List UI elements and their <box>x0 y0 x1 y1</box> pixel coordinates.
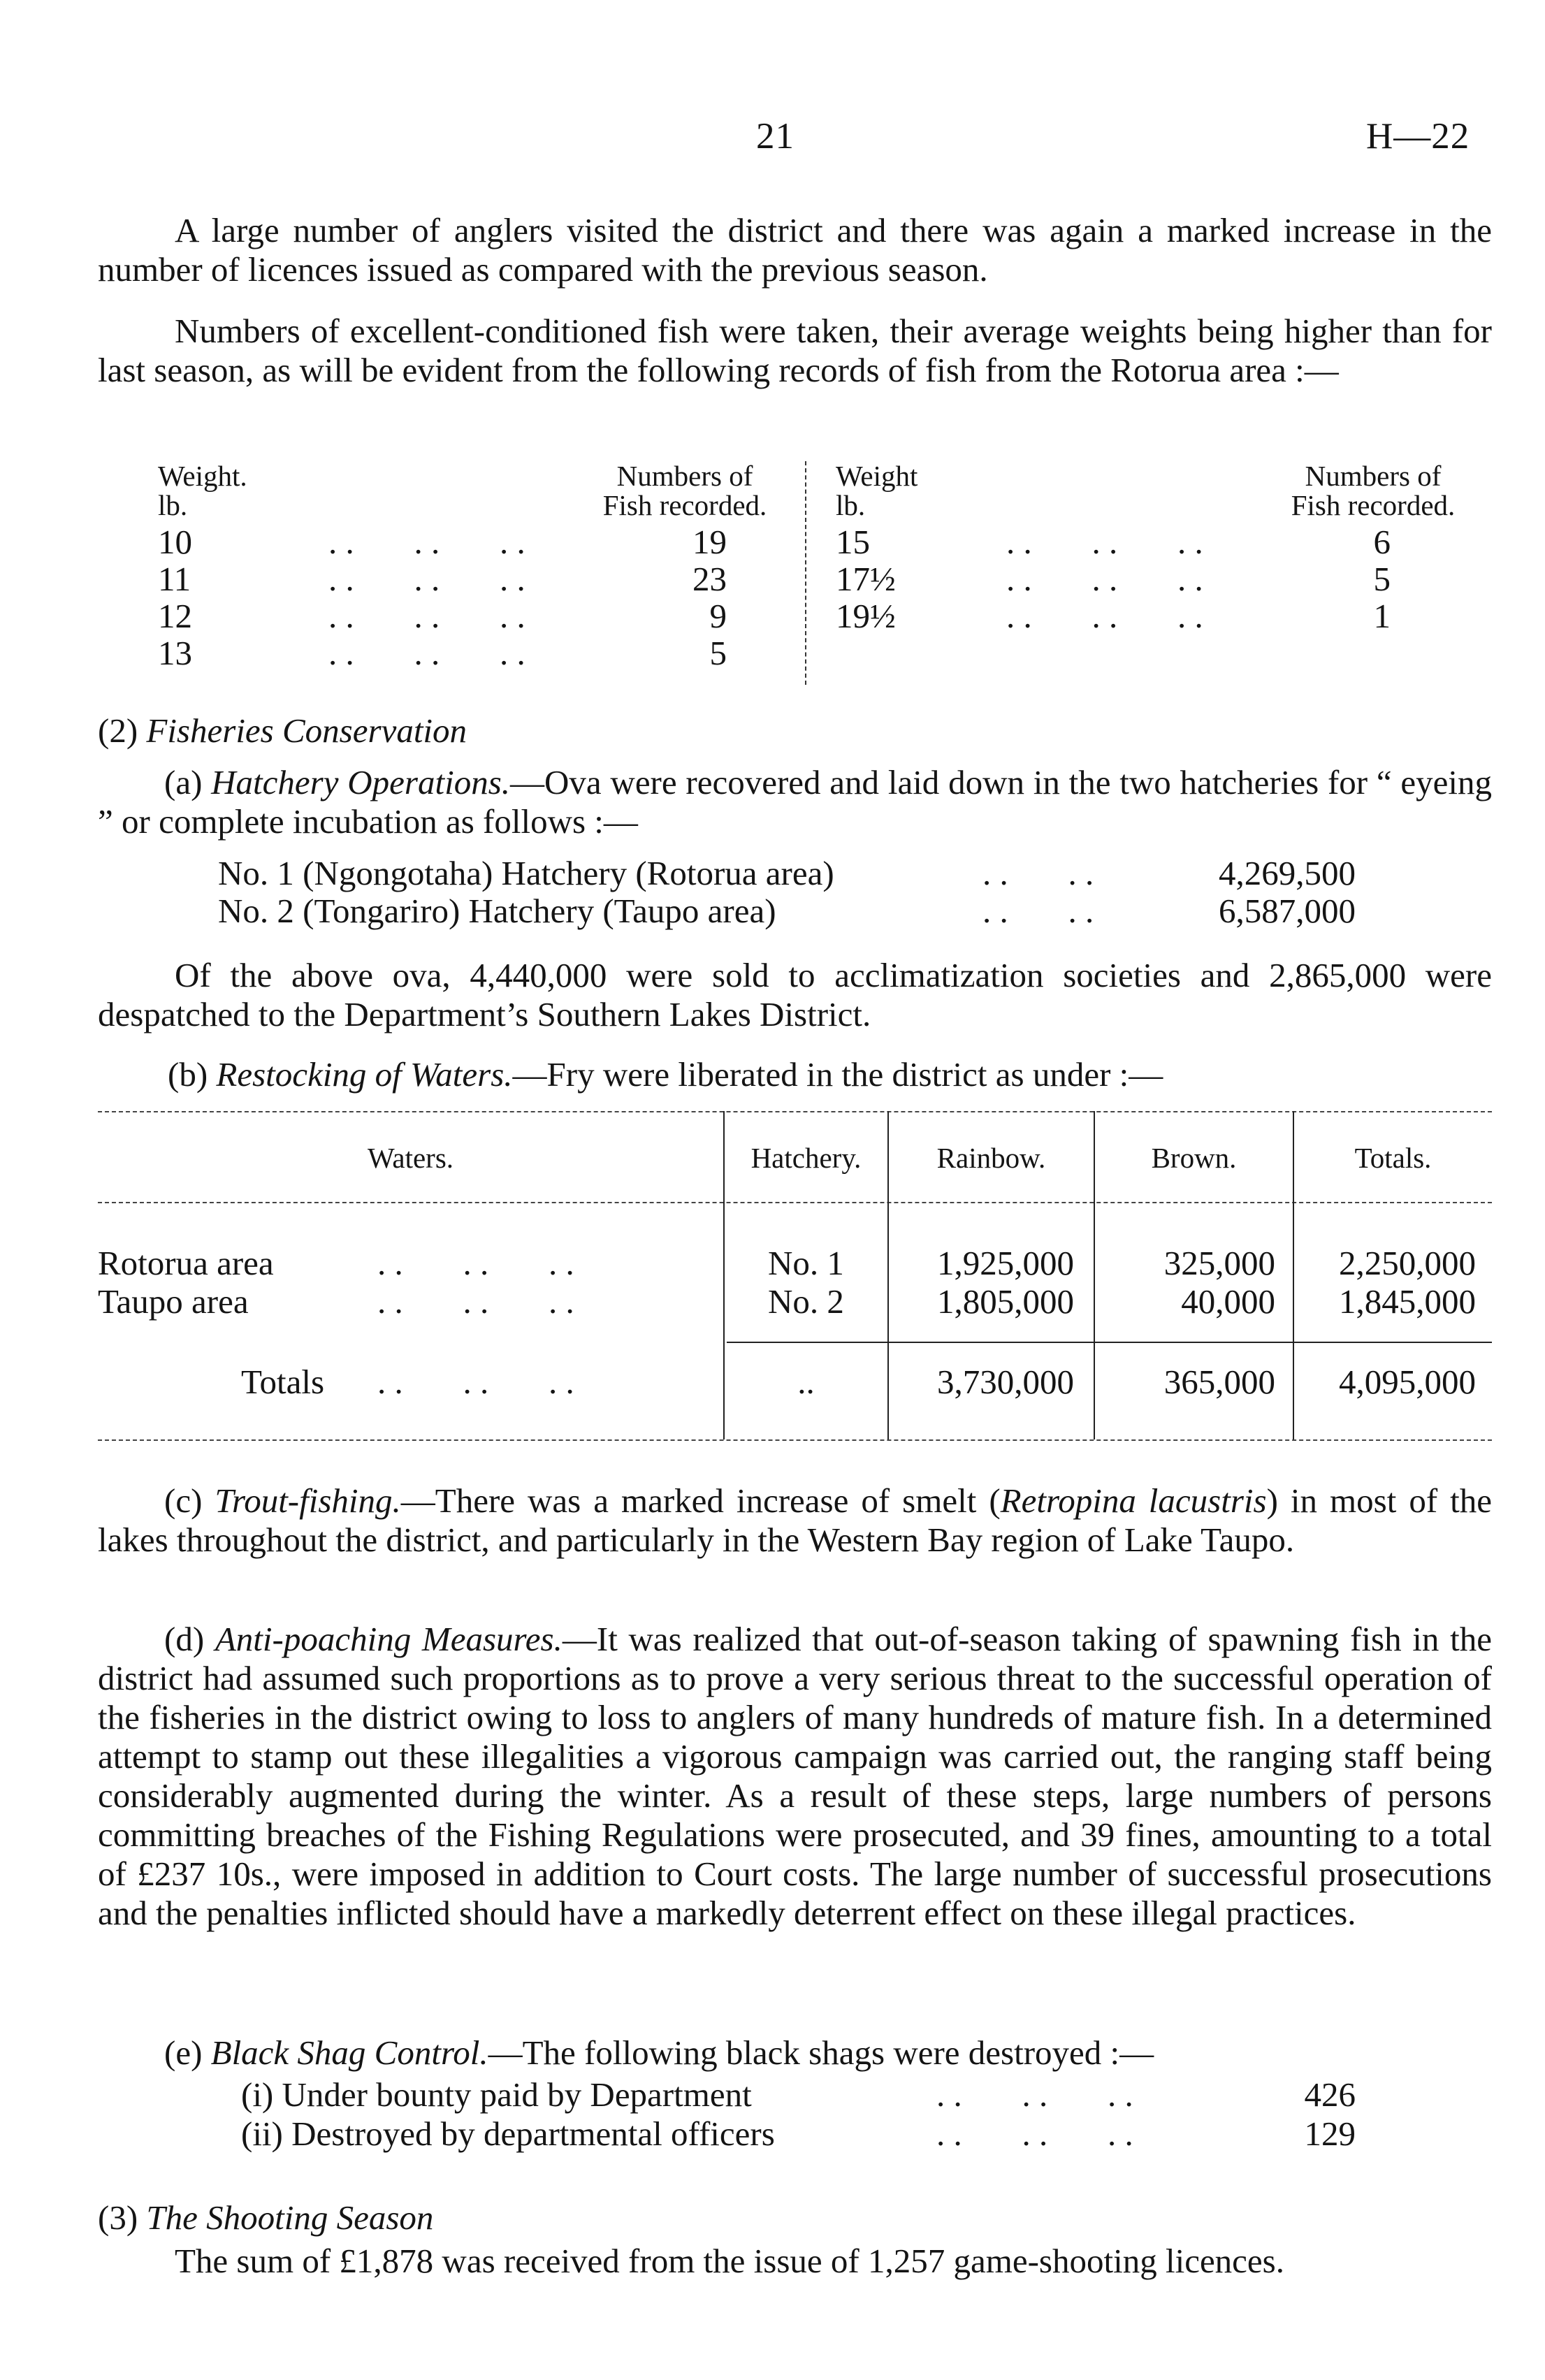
paragraph-anti-poaching: (d) Anti-poaching Measures.—It was realized that out-of-season taking of spawning fish in the district had assumed such proportions as to prove a very serious threat to the successful operation of the fisheries in the district owing to loss to anglers of many hundreds of mature fish. In a determined attempt to stamp out these illegalities a vigorous campaign was carried out, the ranging staff being considerably augmented during the winter. As a result of these steps, large numbers of persons committing breaches of the Fishing Regulations were prosecuted, and 39 fines, amounting to a total of £237 10s., were imposed in addition to Court costs. The large number of successful prosecutions and the penalties inflicted should have a markedly deterrent effect on these illegal practices. <box>98 1620 1492 1932</box>
table-row-brown: 325,000 <box>1163 1244 1275 1282</box>
leader-dots: . . . . . . <box>328 634 525 672</box>
leader-dots: . . . . . . <box>1006 523 1203 561</box>
leader-dots: . . . . . . <box>328 560 525 598</box>
table-bottom-rule <box>98 1439 1492 1441</box>
table-row-hatchery: No. 1 <box>768 1244 844 1282</box>
paragraph-hatchery-operations: (a) Hatchery Operations.—Ova were recovered and laid down in the two hatcheries for “ eyeing ” or complete incubation as follows :— <box>98 763 1492 841</box>
section-3-heading <box>98 2198 433 2237</box>
paragraph-ova: Of the above ova, 4,440,000 were sold to acclimatization societies and 2,865,000 were despatched to the Department’s Southern Lakes District. <box>98 956 1492 1033</box>
table-divider <box>805 461 806 685</box>
right-weight-unit: lb. <box>836 489 866 521</box>
hatchery-row-name: No. 1 (Ngongotaha) Hatchery (Rotorua area) <box>218 854 834 892</box>
totals-rainbow: 3,730,000 <box>937 1363 1074 1401</box>
right-row-count: 5 <box>1373 560 1391 598</box>
left-numbers-header: Numbers of <box>616 460 753 492</box>
item-label: (d) <box>164 1620 205 1658</box>
leader-dots: . . . . <box>982 854 1094 892</box>
leader-dots: . . . . . . <box>328 523 525 561</box>
species-name: Retropina lacustris <box>1000 1481 1267 1520</box>
section-title: The Shooting Season <box>146 2198 434 2237</box>
hatchery-row-value: 6,587,000 <box>1219 892 1356 930</box>
column-header-waters: Waters. <box>367 1142 454 1174</box>
left-row-weight: 11 <box>158 560 191 598</box>
item-title: Anti-poaching Measures. <box>215 1620 563 1658</box>
item-label: (b) <box>168 1055 208 1094</box>
totals-total: 4,095,000 <box>1339 1363 1476 1401</box>
left-numbers-subheader: Fish recorded. <box>602 489 767 521</box>
table-row-rainbow: 1,805,000 <box>937 1282 1074 1321</box>
table-row-rainbow: 1,925,000 <box>937 1244 1074 1282</box>
right-row-weight: 15 <box>836 523 870 561</box>
item-label: (c) <box>164 1481 203 1520</box>
leader-dots: . . . . . . <box>328 597 525 635</box>
hatchery-row-name: No. 2 (Tongariro) Hatchery (Taupo area) <box>218 892 776 930</box>
right-row-count: 6 <box>1373 523 1391 561</box>
left-row-count: 23 <box>692 560 727 598</box>
left-row-count: 19 <box>692 523 727 561</box>
table-header-rule <box>98 1202 1492 1203</box>
shag-row-name: (i) Under bounty paid by Department <box>241 2075 752 2114</box>
paragraph-fish-weights: Numbers of excellent-conditioned fish were taken, their average weights being higher than for last season, as will be evident from the following records of fish from the Rotorua area :— <box>98 312 1492 389</box>
totals-hatchery: .. <box>797 1363 815 1401</box>
column-header-hatchery: Hatchery. <box>750 1142 862 1174</box>
leader-dots: . . . . . . <box>936 2114 1133 2153</box>
section-number: (3) <box>98 2198 138 2237</box>
column-header-rainbow: Rainbow. <box>936 1142 1046 1174</box>
column-header-brown: Brown. <box>1151 1142 1237 1174</box>
shag-row-value: 426 <box>1304 2075 1356 2114</box>
totals-brown: 365,000 <box>1163 1363 1275 1401</box>
table-row-water: Rotorua area <box>98 1244 274 1282</box>
section-number: (2) <box>98 711 138 750</box>
right-row-weight: 17½ <box>836 560 896 598</box>
left-row-weight: 12 <box>158 597 192 635</box>
left-row-count: 9 <box>709 597 727 635</box>
table-row-total: 2,250,000 <box>1339 1244 1476 1282</box>
item-title: Trout-fishing. <box>215 1481 401 1520</box>
hatchery-row-value: 4,269,500 <box>1219 854 1356 892</box>
item-title: Hatchery Operations. <box>211 763 511 801</box>
paragraph-anglers: A large number of anglers visited the district and there was again a marked increase in the number of licences issued as compared with the previous season. <box>98 211 1492 289</box>
table-top-rule <box>98 1111 1492 1112</box>
paragraph-trout-fishing: (c) Trout-fishing.—There was a marked increase of smelt (Retropina lacustris) in most of the lakes throughout the district, and particularly in the Western Bay region of Lake Taupo. <box>98 1481 1492 1559</box>
leader-dots: . . . . . . <box>1006 597 1203 635</box>
shag-row-value: 129 <box>1304 2114 1356 2153</box>
leader-dots: . . . . . . <box>1006 560 1203 598</box>
leader-dots: . . . . . . <box>377 1363 574 1401</box>
item-title: Restocking of Waters. <box>216 1055 513 1094</box>
right-row-count: 1 <box>1373 597 1391 635</box>
paragraph-restocking: (b) Restocking of Waters.—Fry were liberated in the district as under :— <box>168 1055 1163 1094</box>
table-row-water: Taupo area <box>98 1282 249 1321</box>
item-label: (a) <box>164 763 203 801</box>
right-weight-header: Weight <box>836 460 918 492</box>
right-numbers-subheader: Fish recorded. <box>1291 489 1456 521</box>
totals-rule <box>727 1342 1492 1343</box>
paragraph-black-shag: (e) Black Shag Control.—The following black shags were destroyed :— <box>164 2033 1154 2072</box>
left-weight-header: Weight. <box>158 460 247 492</box>
right-row-weight: 19½ <box>836 597 896 635</box>
left-row-weight: 13 <box>158 634 192 672</box>
section-title: Fisheries Conservation <box>146 711 467 750</box>
table-row-brown: 40,000 <box>1181 1282 1275 1321</box>
table-row-hatchery: No. 2 <box>768 1282 844 1321</box>
leader-dots: . . . . . . <box>377 1282 574 1321</box>
table-row-total: 1,845,000 <box>1339 1282 1476 1321</box>
right-numbers-header: Numbers of <box>1305 460 1442 492</box>
left-weight-unit: lb. <box>158 489 188 521</box>
item-label: (e) <box>164 2033 203 2072</box>
leader-dots: . . . . <box>982 892 1094 930</box>
document-code: H—22 <box>1366 116 1470 157</box>
totals-label: Totals <box>241 1363 325 1401</box>
left-row-weight: 10 <box>158 523 192 561</box>
column-header-totals: Totals. <box>1354 1142 1432 1174</box>
page-number: 21 <box>756 116 795 157</box>
section-2-heading <box>98 711 467 750</box>
leader-dots: . . . . . . <box>377 1244 574 1282</box>
shag-row-name: (ii) Destroyed by departmental officers <box>241 2114 775 2153</box>
left-row-count: 5 <box>709 634 727 672</box>
paragraph-shooting-licences: The sum of £1,878 was received from the issue of 1,257 game-shooting licences. <box>175 2242 1285 2280</box>
item-title: Black Shag Control. <box>210 2033 488 2072</box>
leader-dots: . . . . . . <box>936 2075 1133 2114</box>
